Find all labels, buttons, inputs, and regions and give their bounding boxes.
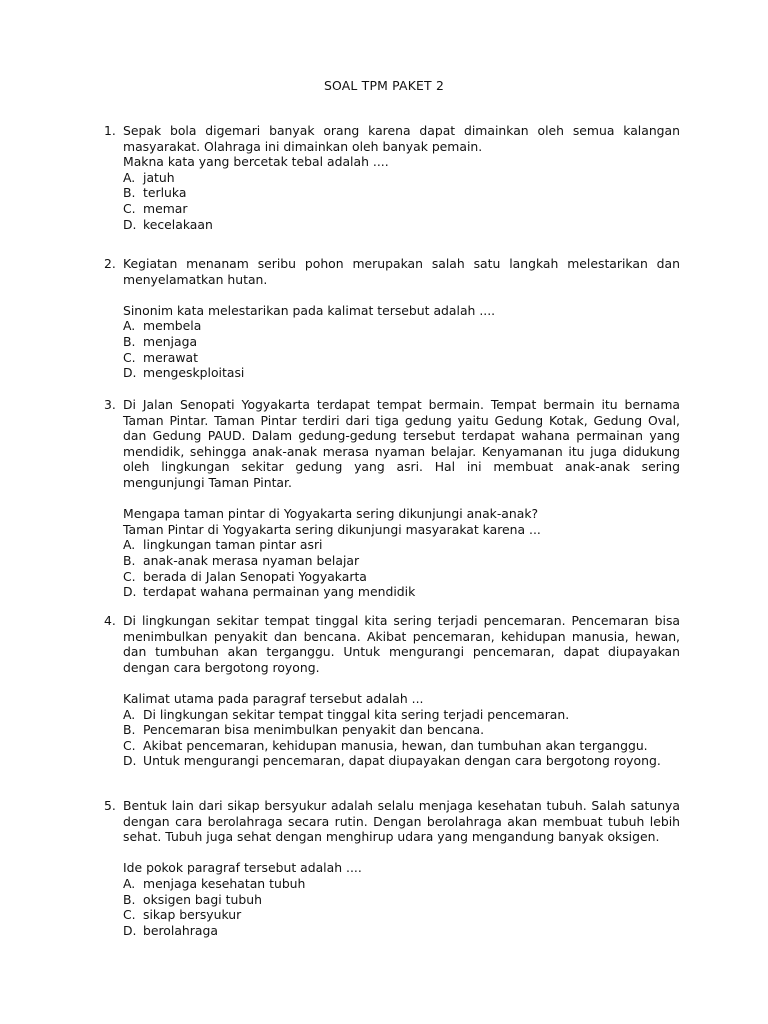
option-letter: A.: [123, 169, 136, 185]
answer-option-c: [123, 201, 680, 217]
document-title: SOAL TPM PAKET 2: [323, 78, 445, 93]
answer-option-b: [123, 553, 680, 569]
option-text: oksigen bagi tubuh: [143, 891, 262, 907]
option-text: menjaga: [143, 333, 198, 349]
option-letter: D.: [123, 365, 137, 381]
option-letter: A.: [123, 537, 136, 553]
option-text: Untuk mengurangi pencemaran, dapat diupayakan dengan cara bergotong royong.: [143, 753, 661, 769]
option-text: terdapat wahana permainan yang mendidik: [143, 584, 416, 600]
answer-option-b: [123, 334, 680, 350]
option-text: lingkungan taman pintar asri: [143, 537, 323, 553]
option-text: menjaga kesehatan tubuh: [143, 875, 306, 891]
option-letter: A.: [123, 706, 136, 722]
option-text: jatuh: [143, 169, 175, 185]
answer-option-a: [123, 707, 680, 723]
option-text: mengeskploitasi: [143, 365, 245, 381]
question-3: [104, 397, 680, 600]
question-passage: Sepak bola digemari banyak orang karena dapat dimainkan oleh semua kalangan masyarakat. Olahraga ini dimainkan oleh banyak pemain.: [123, 123, 680, 154]
question-4: [104, 613, 680, 769]
question-prompt: Sinonim kata melestarikan pada kalimat tersebut adalah ....: [123, 302, 496, 318]
question-prompt-secondary: Taman Pintar di Yogyakarta sering dikunjungi masyarakat karena ...: [123, 521, 541, 537]
answer-option-a: [123, 537, 680, 553]
answer-options: [123, 707, 680, 769]
option-text: Pencemaran bisa menimbulkan penyakit dan bencana.: [143, 722, 485, 738]
answer-option-c: [123, 350, 680, 366]
option-letter: B.: [123, 552, 136, 568]
answer-option-c: [123, 738, 680, 754]
answer-options: [123, 876, 680, 938]
question-number: 3.: [104, 397, 116, 412]
option-text: Akibat pencemaran, kehidupan manusia, hewan, dan tumbuhan akan terganggu.: [143, 737, 648, 753]
option-text: berada di Jalan Senopati Yogyakarta: [143, 568, 367, 584]
question-number: 4.: [104, 613, 116, 628]
answer-option-d: [123, 923, 680, 939]
option-letter: D.: [123, 584, 137, 600]
answer-option-b: [123, 185, 680, 201]
option-letter: D.: [123, 922, 137, 938]
question-passage: Di Jalan Senopati Yogyakarta terdapat tempat bermain. Tempat bermain itu bernama Taman Pintar. Taman Pintar terdiri dari tiga gedung yaitu Gedung Kotak, Gedung Oval, dan Gedung PAUD. Dalam gedung-gedung tersebut terdapat wahana permainan yang mendidik, sehingga anak-anak merasa nyaman belajar. Kenyamanan itu juga didukung oleh lingkungan sekitar gedung yang asri. Hal ini membuat anak-anak sering mengunjungi Taman Pintar.: [123, 397, 680, 490]
option-text: membela: [143, 318, 202, 334]
answer-options: [123, 318, 680, 380]
question-1: [104, 123, 680, 232]
option-letter: C.: [123, 568, 136, 584]
answer-options: [123, 170, 680, 232]
option-letter: B.: [123, 333, 136, 349]
option-letter: C.: [123, 907, 136, 923]
option-letter: C.: [123, 737, 136, 753]
answer-option-a: [123, 876, 680, 892]
answer-option-d: [123, 365, 680, 381]
answer-option-c: [123, 569, 680, 585]
question-prompt: Mengapa taman pintar di Yogyakarta sering dikunjungi anak-anak?: [123, 506, 539, 522]
question-passage: Di lingkungan sekitar tempat tinggal kita sering terjadi pencemaran. Pencemaran bisa menimbulkan penyakit dan bencana. Akibat pencemaran, kehidupan manusia, hewan, dan tumbuhan akan terganggu. Untuk mengurangi pencemaran, dapat diupayakan dengan cara bergotong royong.: [123, 613, 680, 675]
answer-option-a: [123, 318, 680, 334]
option-letter: B.: [123, 722, 136, 738]
question-prompt: Kalimat utama pada paragraf tersebut adalah ...: [123, 690, 424, 706]
answer-option-a: [123, 170, 680, 186]
answer-options: [123, 537, 680, 599]
answer-option-d: [123, 217, 680, 233]
question-2: [104, 256, 680, 381]
question-number: 5.: [104, 798, 116, 813]
option-text: terluka: [143, 185, 187, 201]
question-passage: Kegiatan menanam seribu pohon merupakan salah satu langkah melestarikan dan menyelamatkan hutan.: [123, 256, 680, 287]
option-text: merawat: [143, 349, 198, 365]
answer-option-d: [123, 584, 680, 600]
option-text: Di lingkungan sekitar tempat tinggal kita sering terjadi pencemaran.: [143, 706, 570, 722]
option-text: kecelakaan: [143, 216, 213, 232]
option-letter: C.: [123, 200, 136, 216]
option-text: memar: [143, 200, 188, 216]
option-letter: B.: [123, 185, 136, 201]
option-letter: D.: [123, 216, 137, 232]
option-text: anak-anak merasa nyaman belajar: [143, 552, 360, 568]
question-number: 2.: [104, 256, 116, 271]
option-letter: C.: [123, 349, 136, 365]
answer-option-b: [123, 892, 680, 908]
option-text: berolahraga: [143, 922, 218, 938]
answer-option-b: [123, 722, 680, 738]
option-letter: A.: [123, 875, 136, 891]
question-number: 1.: [104, 123, 116, 138]
question-5: [104, 798, 680, 938]
question-prompt: Makna kata yang bercetak tebal adalah ....: [123, 154, 389, 170]
answer-option-d: [123, 753, 680, 769]
option-letter: D.: [123, 753, 137, 769]
option-letter: A.: [123, 318, 136, 334]
answer-option-c: [123, 907, 680, 923]
option-letter: B.: [123, 891, 136, 907]
question-prompt: Ide pokok paragraf tersebut adalah ....: [123, 860, 362, 876]
question-passage: Bentuk lain dari sikap bersyukur adalah selalu menjaga kesehatan tubuh. Salah satunya dengan cara berolahraga secara rutin. Dengan berolahraga akan membuat tubuh lebih sehat. Tubuh juga sehat dengan menghirup udara yang mengandung banyak oksigen.: [123, 798, 680, 845]
option-text: sikap bersyukur: [143, 907, 242, 923]
